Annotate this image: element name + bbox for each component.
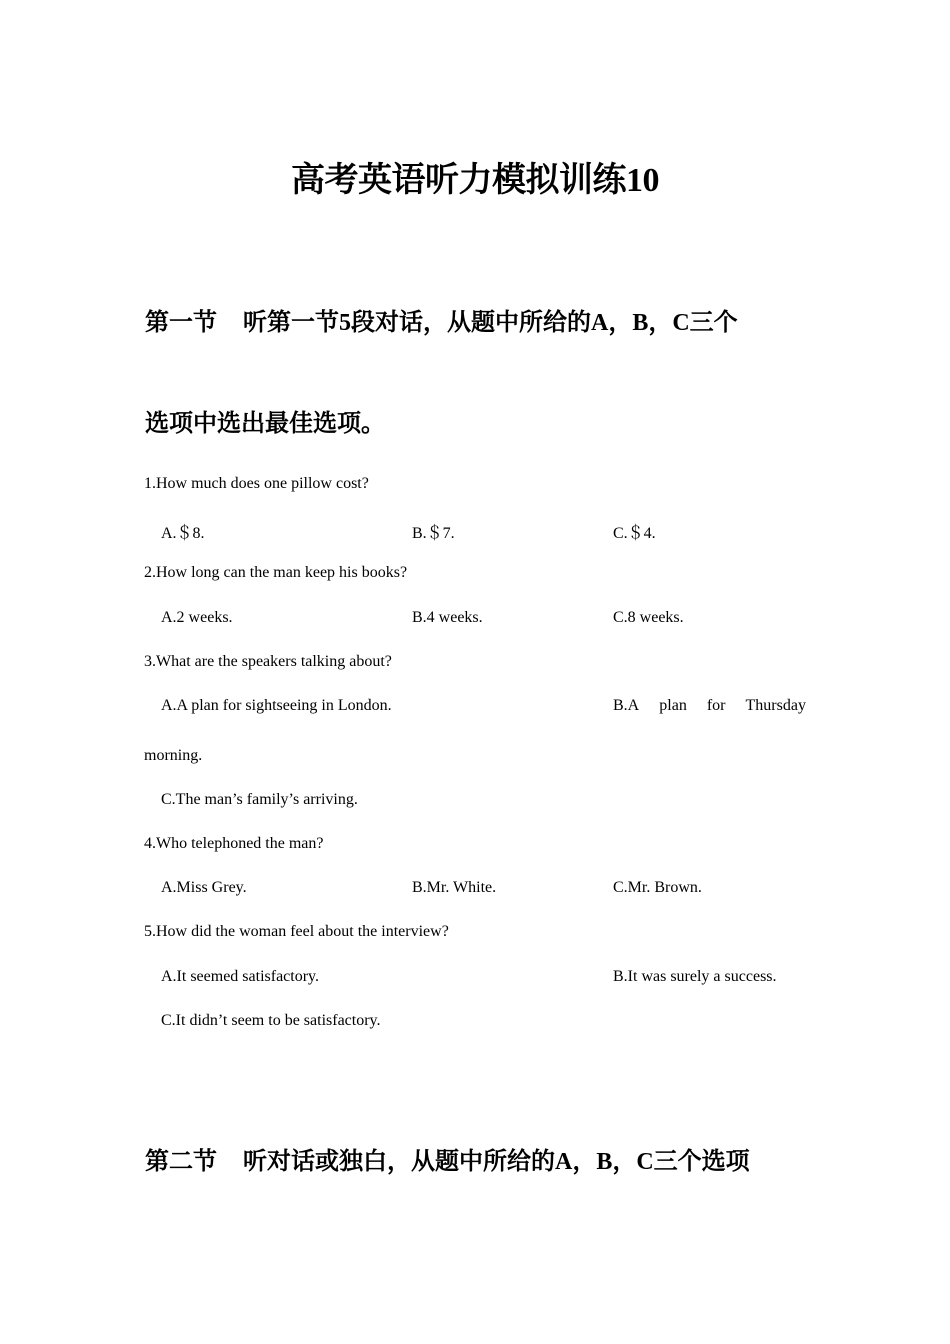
section1-heading-line2: 选项中选出最佳选项。 [145, 409, 385, 437]
q3-option-b-word: plan [659, 697, 687, 714]
section2-label: 第二节 [145, 1147, 217, 1175]
q3-option-b-word: for [706, 697, 726, 714]
q5-option-c: C.It didn’t seem to be satisfactory. [161, 1012, 381, 1029]
q2-option-c: C.8 weeks. [613, 609, 684, 626]
section1-instr-e: 三个 [689, 308, 738, 336]
section1-instr-b: 5 [339, 310, 351, 336]
q1-option-a: A.＄8. [161, 525, 205, 542]
q3-option-b-word: B.A [613, 697, 640, 714]
section1-instr-c: 段对话，从题中所给的 [351, 308, 591, 336]
q3-option-a: A.A plan for sightseeing in London. [161, 697, 392, 714]
q2-option-b: B.4 weeks. [412, 609, 483, 626]
q5-option-b: B.It was surely a success. [613, 968, 777, 985]
section2-instr-a: 听对话或独白，从题中所给的 [243, 1147, 555, 1175]
q4-option-c: C.Mr. Brown. [613, 879, 702, 896]
q5-option-a: A.It seemed satisfactory. [161, 968, 320, 985]
question-5: 5.How did the woman feel about the interview? [144, 923, 449, 940]
q4-option-b: B.Mr. White. [412, 879, 497, 896]
section2-instr-b: A，B，C [555, 1149, 654, 1175]
q2-option-a: A.2 weeks. [161, 609, 233, 626]
q1-option-b: B.＄7. [412, 525, 455, 542]
question-4: 4.Who telephoned the man? [144, 835, 324, 852]
section1-heading [145, 302, 807, 337]
section2-heading [145, 1141, 807, 1176]
title-text: 高考英语听力模拟训练 [291, 160, 626, 200]
q4-option-a: A.Miss Grey. [161, 879, 247, 896]
section1-instr-a: 听第一节 [243, 308, 339, 336]
question-3: 3.What are the speakers talking about? [144, 653, 392, 670]
q3-option-b [613, 697, 806, 715]
q1-option-c: C.＄4. [613, 525, 656, 542]
section1-instr-d: A，B，C [591, 310, 690, 336]
q3-option-b-wrap: morning. [144, 747, 203, 764]
title-number: 10 [626, 162, 659, 199]
question-2: 2.How long can the man keep his books? [144, 564, 408, 581]
question-1: 1.How much does one pillow cost? [144, 475, 369, 492]
section1-label: 第一节 [145, 308, 217, 336]
section2-instr-c: 三个选项 [653, 1147, 750, 1175]
page-title [0, 152, 950, 201]
q3-option-b-word: Thursday [745, 697, 806, 714]
q3-option-c: C.The man’s family’s arriving. [161, 791, 358, 808]
